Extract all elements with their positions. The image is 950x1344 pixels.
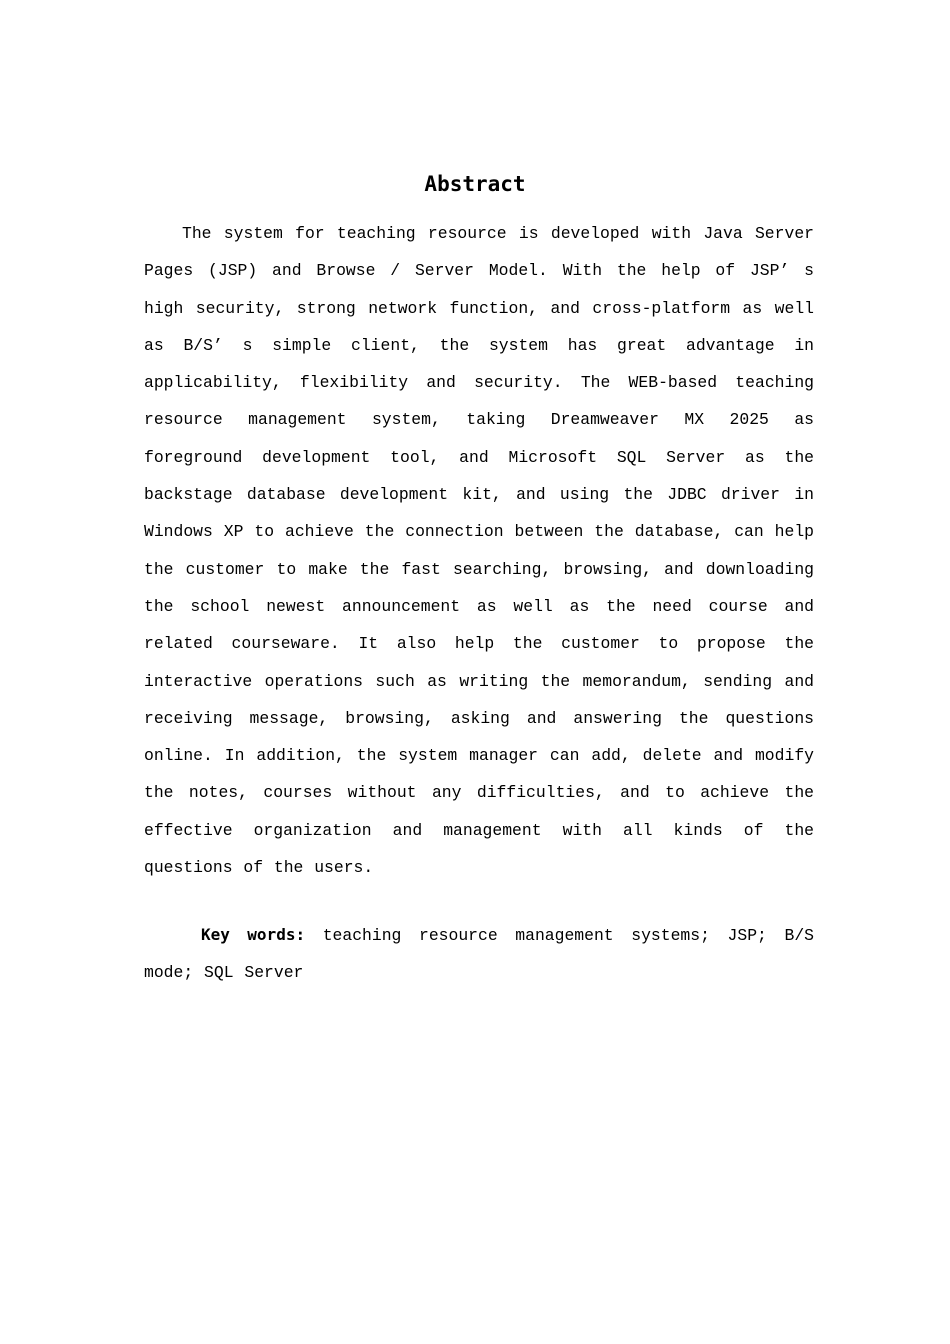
keywords-list: teaching resource management systems; JSP; B/S mode; SQL Server: [144, 926, 814, 983]
keywords-paragraph: [144, 916, 814, 992]
abstract-title: Abstract: [424, 172, 526, 196]
keywords-label: Key words:: [201, 925, 306, 944]
abstract-paragraph: The system for teaching resource is developed with Java Server Pages (JSP) and Browse / Server Model. With the help of JSP’ s high security, strong network function, and cross-platform as well as B/S’ s simple client, the system has great advantage in applicability, flexibility and security. The WEB-based teaching resource management system, taking Dreamweaver MX 2025 as foreground development tool, and Microsoft SQL Server as the backstage database development kit, and using the JDBC driver in Windows XP to achieve the connection between the database, can help the customer to make the fast searching, browsing, and downloading the school newest announcement as well as the need course and related courseware. It also help the customer to propose the interactive operations such as writing the memorandum, sending and receiving message, browsing, asking and answering the questions online. In addition, the system manager can add, delete and modify the notes, courses without any difficulties, and to achieve the effective organization and management with all kinds of the questions of the users.: [144, 224, 814, 878]
